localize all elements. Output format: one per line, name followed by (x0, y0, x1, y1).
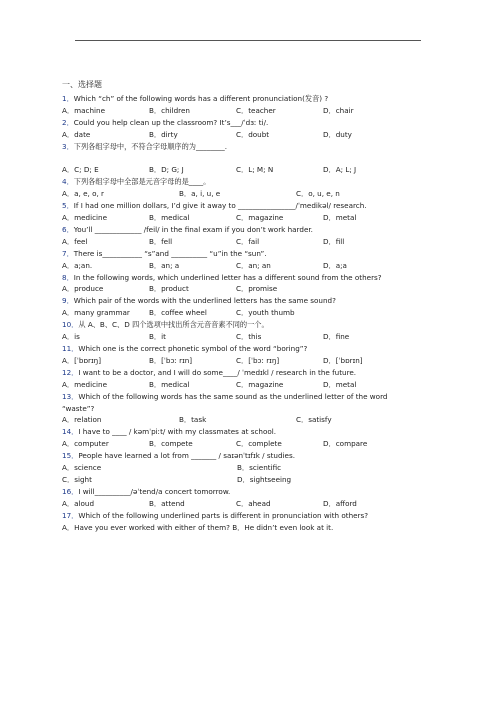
option-a[interactable]: A．medicine (62, 213, 108, 223)
option-c[interactable]: C．youth thumb (236, 308, 295, 318)
option-b[interactable]: B．task (179, 415, 207, 425)
options-15-row1 (62, 462, 422, 474)
option-b[interactable]: B．coffee wheel (149, 308, 207, 318)
answer-gap (62, 153, 422, 165)
options-3 (62, 164, 422, 176)
option-b[interactable]: B．dirty (149, 129, 178, 139)
option-b[interactable]: B．fell (149, 236, 173, 246)
options-9 (62, 307, 422, 319)
option-b[interactable]: B．scientific (237, 463, 282, 473)
option-d[interactable]: D．a;a (323, 260, 347, 270)
option-d[interactable]: D．compare (323, 439, 368, 449)
question-12: 12．I want to be a doctor, and I will do some____/ ˈmedɪkl / research in the future. (62, 367, 357, 377)
option-b[interactable]: B．a, i, u, e (179, 189, 221, 199)
option-c[interactable]: C．o, u, e, n (296, 189, 340, 199)
options-13 (62, 414, 422, 426)
option-d[interactable]: D．metal (323, 213, 357, 223)
question-8: 8．In the following words, which underlined letter has a different sound from the others? (62, 272, 382, 282)
option-b[interactable]: B．[ˈbɔː rɪn] (149, 355, 193, 365)
option-a[interactable]: A．[ˈbɒrɪŋ] (62, 355, 101, 365)
options-4 (62, 188, 422, 200)
option-a[interactable]: A．aloud (62, 498, 95, 508)
option-a[interactable]: A．is (62, 332, 80, 342)
question-10: 10．从 A、B、C、D 四个选项中找出所含元音音素不同的一个。 (62, 320, 269, 330)
question-5: 5．If I had one million dollars, I’d give it away to ________________/ˈmedikəl/ research. (62, 201, 367, 211)
option-d[interactable]: D．metal (323, 379, 357, 389)
option-d[interactable]: D．fine (323, 332, 350, 342)
question-13-continued: “waste”? (62, 403, 95, 413)
question-16: 16．I will__________/əˈtend/a concert tomorrow. (62, 486, 231, 496)
option-a[interactable]: A．a, e, o, r (62, 189, 104, 199)
option-d[interactable]: D．[ˈbɒrɪn] (323, 355, 363, 365)
option-a[interactable]: A．date (62, 129, 91, 139)
option-c[interactable]: C．sight (62, 474, 92, 484)
option-b[interactable]: B．D; G; J (149, 165, 184, 175)
option-c[interactable]: C．L; M; N (236, 165, 274, 175)
option-a[interactable]: A．medicine (62, 379, 108, 389)
option-a[interactable]: A．machine (62, 105, 105, 115)
option-a[interactable]: A．feel (62, 236, 88, 246)
option-a[interactable]: A．science (62, 463, 102, 473)
options-2 (62, 129, 422, 141)
option-a[interactable]: A．C; D; E (62, 165, 99, 175)
options-12 (62, 379, 422, 391)
option-c[interactable]: C．promise (236, 284, 278, 294)
option-b[interactable]: B．it (149, 332, 166, 342)
options-17[interactable]: A．Have you ever worked with either of them? B．He didn’t even look at it. (62, 522, 334, 532)
option-b[interactable]: B．product (149, 284, 189, 294)
question-7: 7．There is___________ “s”and __________ “u”in the “sun”. (62, 248, 267, 258)
question-page (62, 79, 422, 534)
options-15-row2 (62, 474, 422, 486)
option-c[interactable]: C．ahead (236, 498, 271, 508)
question-9: 9．Which pair of the words with the underlined letters has the same sound? (62, 296, 336, 306)
option-d[interactable]: D．chair (323, 105, 354, 115)
option-a[interactable]: A．a;an. (62, 260, 93, 270)
options-14 (62, 438, 422, 450)
option-a[interactable]: A．computer (62, 439, 109, 449)
question-15: 15．People have learned a lot from _______ / saɪənˈtɪfɪk / studies. (62, 451, 295, 461)
option-d[interactable]: D．duty (323, 129, 352, 139)
option-d[interactable]: D．A; L; J (323, 165, 357, 175)
options-1 (62, 105, 422, 117)
options-6 (62, 236, 422, 248)
options-7 (62, 260, 422, 272)
option-b[interactable]: B．medical (149, 379, 190, 389)
option-d[interactable]: D．fill (323, 236, 345, 246)
option-c[interactable]: C．doubt (236, 129, 270, 139)
header-rule (75, 40, 421, 41)
question-17: 17．Which of the following underlined parts is different in pronunciation with others? (62, 510, 369, 520)
option-c[interactable]: C．this (236, 332, 262, 342)
question-14: 14．I have to ____ / kəmˈpiːt/ with my classmates at school. (62, 427, 277, 437)
question-4: 4．下列各组字母中全部是元音字母的是____。 (62, 177, 211, 187)
question-6: 6．You’ll _____________ /feil/ in the final exam if you don’t work harder. (62, 224, 313, 234)
question-11: 11．Which one is the correct phonetic symbol of the word “boring”? (62, 344, 308, 354)
option-c[interactable]: C．fail (236, 236, 260, 246)
question-2: 2．Could you help clean up the classroom? It’s___/ˈdɜː ti/. (62, 117, 269, 127)
options-8 (62, 283, 422, 295)
option-a[interactable]: A．relation (62, 415, 102, 425)
option-c[interactable]: C．complete (236, 439, 282, 449)
options-16 (62, 498, 422, 510)
option-b[interactable]: B．children (149, 105, 190, 115)
question-13: 13．Which of the following words has the same sound as the underlined letter of the word (62, 391, 388, 401)
question-1: 1．Which “ch” of the following words has a different pronunciation(发音) ? (62, 94, 329, 103)
section-title: 一、选择题 (62, 80, 102, 89)
options-10 (62, 331, 422, 343)
option-a[interactable]: A．produce (62, 284, 104, 294)
option-c[interactable]: C．teacher (236, 105, 276, 115)
option-c[interactable]: C．magazine (236, 379, 284, 389)
option-d[interactable]: D．afford (323, 498, 357, 508)
option-b[interactable]: B．attend (149, 498, 185, 508)
option-c[interactable]: C．magazine (236, 213, 284, 223)
options-5 (62, 212, 422, 224)
options-11 (62, 355, 422, 367)
option-d[interactable]: D．sightseeing (237, 474, 292, 484)
option-b[interactable]: B．medical (149, 213, 190, 223)
option-c[interactable]: C．an; an (236, 260, 271, 270)
option-b[interactable]: B．an; a (149, 260, 180, 270)
option-c[interactable]: C．[ˈbɔː rɪŋ] (236, 355, 280, 365)
option-c[interactable]: C．satisfy (296, 415, 332, 425)
option-b[interactable]: B．compete (149, 439, 193, 449)
question-3: 3．下列各组字母中，不符合字母顺序的为________. (62, 141, 227, 151)
option-a[interactable]: A．many grammar (62, 308, 130, 318)
